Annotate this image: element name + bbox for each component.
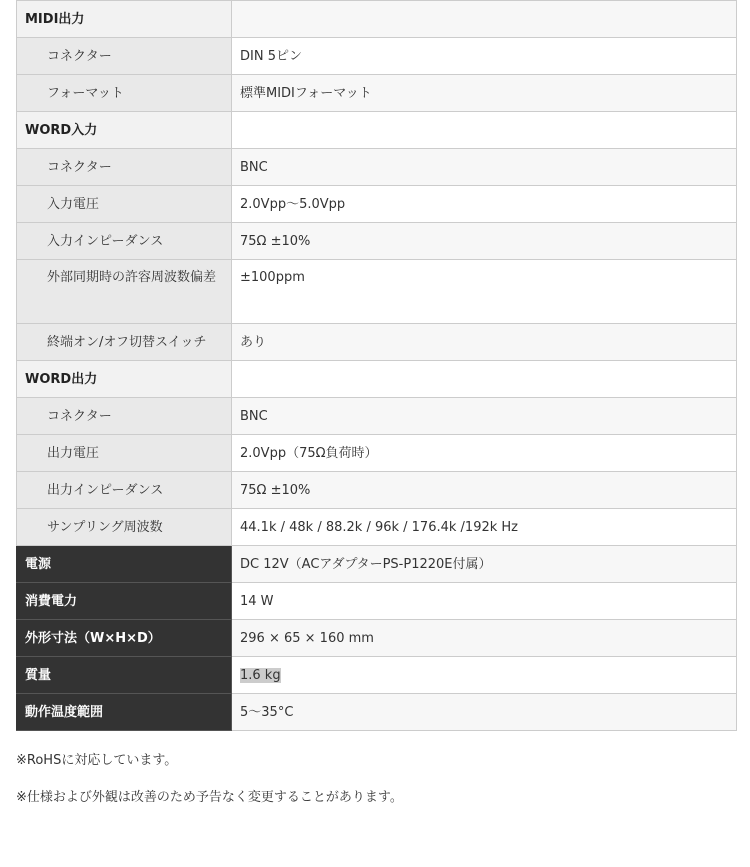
spec-value: 44.1k / 48k / 88.2k / 96k / 176.4k /192k Hz [232, 509, 737, 546]
spec-row [17, 75, 737, 112]
spec-row [17, 435, 737, 472]
section-label: MIDI出力 [17, 1, 232, 38]
spec-label: コネクター [17, 398, 232, 435]
spec-row [17, 324, 737, 361]
spec-row [17, 260, 737, 324]
spec-value: 5〜35°C [232, 694, 737, 731]
spec-label: 消費電力 [17, 583, 232, 620]
section-row-word-out [17, 361, 737, 398]
spec-value [232, 657, 737, 694]
spec-row-dark [17, 583, 737, 620]
spec-value: 75Ω ±10% [232, 223, 737, 260]
spec-label: コネクター [17, 38, 232, 75]
spec-row [17, 398, 737, 435]
highlighted-value: 1.6 kg [240, 667, 281, 683]
spec-row [17, 509, 737, 546]
section-row-midi-out [17, 1, 737, 38]
spec-value: 14 W [232, 583, 737, 620]
spec-row [17, 223, 737, 260]
section-value [232, 1, 737, 38]
spec-value: DC 12V（ACアダプターPS-P1220E付属） [232, 546, 737, 583]
spec-value: 2.0Vpp（75Ω負荷時） [232, 435, 737, 472]
spec-row-dark [17, 546, 737, 583]
spec-label: 入力電圧 [17, 186, 232, 223]
spec-row-dark [17, 657, 737, 694]
spec-value: 標準MIDIフォーマット [232, 75, 737, 112]
spec-row-dark [17, 694, 737, 731]
section-label: WORD出力 [17, 361, 232, 398]
spec-row [17, 186, 737, 223]
section-value [232, 361, 737, 398]
spec-value: 2.0Vpp〜5.0Vpp [232, 186, 737, 223]
spec-row [17, 38, 737, 75]
footnotes [16, 742, 403, 816]
spec-label: コネクター [17, 149, 232, 186]
footnote: ※仕様および外観は改善のため予告なく変更することがあります。 [16, 790, 403, 805]
spec-value: 296 × 65 × 160 mm [232, 620, 737, 657]
spec-value: あり [232, 324, 737, 361]
spec-row-dark [17, 620, 737, 657]
section-value [232, 112, 737, 149]
spec-label: 質量 [17, 657, 232, 694]
section-label: WORD入力 [17, 112, 232, 149]
spec-row [17, 149, 737, 186]
section-row-word-in [17, 112, 737, 149]
spec-table [16, 0, 737, 731]
footnote: ※RoHSに対応しています。 [16, 753, 178, 768]
spec-label: 動作温度範囲 [17, 694, 232, 731]
spec-value: ±100ppm [232, 260, 737, 324]
spec-label: 電源 [17, 546, 232, 583]
spec-label: フォーマット [17, 75, 232, 112]
spec-row [17, 472, 737, 509]
spec-label: 出力インピーダンス [17, 472, 232, 509]
spec-label: サンプリング周波数 [17, 509, 232, 546]
spec-label: 外部同期時の許容周波数偏差 [17, 260, 232, 324]
spec-label: 出力電圧 [17, 435, 232, 472]
spec-value: BNC [232, 149, 737, 186]
spec-label: 外形寸法（W×H×D） [17, 620, 232, 657]
spec-value: BNC [232, 398, 737, 435]
spec-label: 終端オン/オフ切替スイッチ [17, 324, 232, 361]
spec-label: 入力インピーダンス [17, 223, 232, 260]
spec-value: DIN 5ピン [232, 38, 737, 75]
spec-value: 75Ω ±10% [232, 472, 737, 509]
